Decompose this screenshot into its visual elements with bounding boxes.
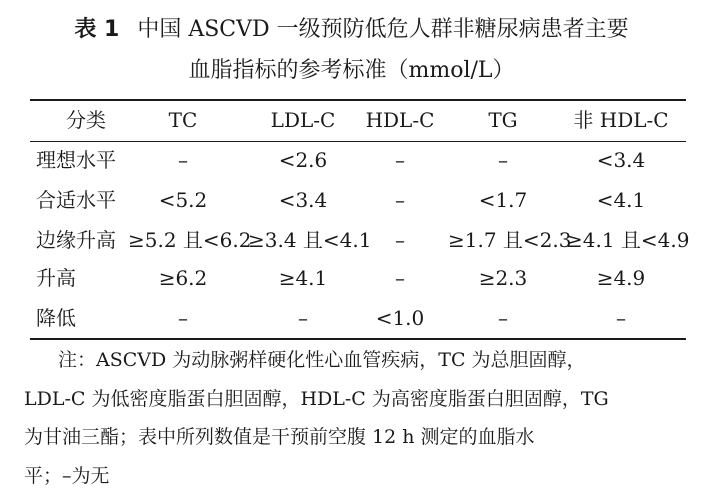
table-cell: – <box>298 306 308 330</box>
table-cell: – <box>395 228 405 252</box>
table-header-rule <box>30 141 686 142</box>
caption-text-1: 中国 ASCVD 一级预防低危人群非糖尿病患者主要 <box>137 17 629 42</box>
header-ldl-c: LDL-C <box>270 108 336 132</box>
header-tc: TC <box>168 108 198 132</box>
table-cell: ≥5.2 且<6.2 <box>128 228 252 252</box>
table-cell: – <box>498 148 508 172</box>
table-cell: <1.7 <box>478 188 528 212</box>
header-category: 分类 <box>66 108 106 132</box>
table-bottom-rule <box>30 338 686 340</box>
table-cell: <4.1 <box>596 188 646 212</box>
note-line-3: 为甘油三酯；表中所列数值是干预前空腹 12 h 测定的血脂水 <box>24 426 535 448</box>
table-cell: – <box>395 148 405 172</box>
table-top-rule <box>30 99 686 101</box>
table-number: 表 1 <box>74 17 120 42</box>
header-non-hdl-c: 非 HDL-C <box>573 108 669 132</box>
caption-line-2: 血脂指标的参考标准（mmol/L） <box>188 58 515 83</box>
row-label: 升高 <box>36 266 76 290</box>
table-cell: – <box>395 188 405 212</box>
table-cell: – <box>178 148 188 172</box>
table-cell: <3.4 <box>278 188 328 212</box>
note-line-1: 注：ASCVD 为动脉粥样硬化性心血管疾病，TC 为总胆固醇， <box>58 349 586 371</box>
table-cell: ≥6.2 <box>158 266 208 290</box>
row-label: 边缘升高 <box>36 228 116 252</box>
row-label: 理想水平 <box>36 148 116 172</box>
table-cell: <1.0 <box>375 306 425 330</box>
header-hdl-c: HDL-C <box>365 108 435 132</box>
note-line-2: LDL-C 为低密度脂蛋白胆固醇，HDL-C 为高密度脂蛋白胆固醇，TG <box>24 388 609 410</box>
table-cell: ≥2.3 <box>478 266 528 290</box>
caption-line-1 <box>0 15 703 45</box>
row-label: 降低 <box>36 306 76 330</box>
table-cell: – <box>178 306 188 330</box>
row-label: 合适水平 <box>36 188 116 212</box>
table-cell: ≥4.1 且<4.9 <box>566 228 690 252</box>
table-cell: – <box>395 266 405 290</box>
table-cell: ≥4.9 <box>596 266 646 290</box>
table-cell: – <box>616 306 626 330</box>
table-cell: ≥4.1 <box>278 266 328 290</box>
table-cell: <3.4 <box>596 148 646 172</box>
note-line-4: 平；–为无 <box>24 465 110 487</box>
table-cell: – <box>498 306 508 330</box>
table-cell: ≥1.7 且<2.3 <box>448 228 572 252</box>
table-cell: <2.6 <box>278 148 328 172</box>
table-cell: <5.2 <box>158 188 208 212</box>
table-cell: ≥3.4 且<4.1 <box>248 228 372 252</box>
header-tg: TG <box>488 108 518 132</box>
